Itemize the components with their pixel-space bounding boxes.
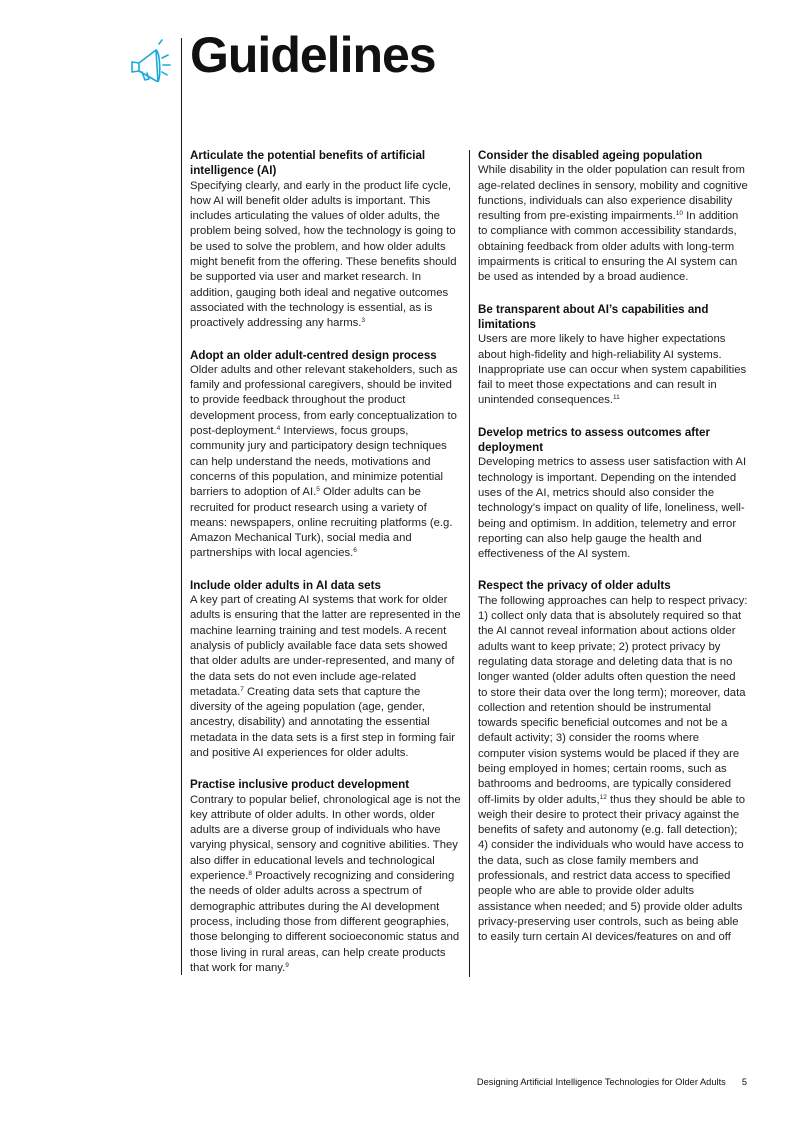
section-body: Developing metrics to assess user satisfaction with AI technology is important. Depending on the intended uses of the AI, metrics should also consider the technology’s impact on quality of life, loneliness, well-being and optimism. In addition, telemetry and error reporting can also help gauge the health and effectiveness of the AI system. bbox=[478, 456, 747, 561]
footnote-ref: 7 bbox=[240, 685, 244, 693]
page-title: Guidelines bbox=[190, 27, 436, 83]
section-heading: Be transparent about AI’s capabilities and limitations bbox=[478, 302, 709, 331]
section-heading: Include older adults in AI data sets bbox=[190, 578, 381, 592]
footnote-ref: 6 bbox=[353, 547, 357, 555]
footnote-ref: 4 bbox=[276, 425, 281, 433]
right-column bbox=[478, 148, 748, 962]
section-body: Specifying clearly, and early in the product life cycle, how AI will benefit older adults is important. This includes articulating the values of older adults, the problem being solved, how the technology is going to be used to solve the problem, and how older adults might benefit from the offering. These benefits should be supported via user and market research. In addition, gauging both ideal and negative outcomes associated with the technology is essential, as is proactively addressing any harms.$^3$ bbox=[190, 179, 457, 330]
footer-doc-title: Designing Artificial Intelligence Technologies for Older Adults bbox=[476, 1077, 726, 1087]
page-number: 5 bbox=[741, 1077, 747, 1087]
footnote-ref: 9 bbox=[285, 961, 289, 969]
section-disabled-ageing bbox=[478, 148, 748, 286]
section-heading: Consider the disabled ageing population bbox=[478, 149, 703, 162]
section-body: Older adults and other relevant stakeholders, such as family and professional caregivers, should be invited to provide feedback throughout the product development process, from early conceptualization to post-deployment.$^4$ Interviews, focus groups, community jury and participatory design techniques can help understand the needs, motivations and concerns of this population, and minimize potential barriers to adoption of AI.$^5$ Older adults can be recruited for product research using a variety of means: newspapers, online recruiting platforms (e.g. Amazon Mechanical Turk), social media and partnerships with local agencies.$^6$ bbox=[190, 363, 458, 560]
section-body: Contrary to popular belief, chronological age is not the key attribute of older adults. In other words, older adults are a diverse group of individuals who have varying physical, sensory and cognitive abilities. They also differ in educational levels and technological experience.$^8$ Proactively recognizing and considering the needs of older adults across a spectrum of demographic attributes during the AI development process, including those from different geographies, those belonging to different socioeconomic status and those living in rural areas, can help create products that work for many.$^9$ bbox=[190, 793, 461, 974]
footnote-ref: 11 bbox=[613, 394, 620, 402]
section-heading: Adopt an older adult-centred design process bbox=[190, 348, 437, 362]
section-body: A key part of creating AI systems that work for older adults is ensuring that the latter are represented in the machine learning training and test models. A recent analysis of publicly available face data sets showed that older adults are under-represented, and many of the data sets do not even include age-related metadata.$^7$ Creating data sets that capture the diversity of the ageing population (age, gender, ancestry, disability) and annotating the essential metadata in the data sets is a first step in forming fair and positive AI experiences for older adults. bbox=[190, 594, 461, 759]
left-column bbox=[190, 148, 462, 992]
page-footer bbox=[477, 1077, 747, 1087]
footnote-ref: 3 bbox=[361, 317, 366, 325]
section-privacy bbox=[478, 578, 748, 945]
footnote-ref: 12 bbox=[599, 793, 607, 801]
title-divider-line bbox=[181, 38, 182, 975]
section-metrics bbox=[478, 425, 748, 563]
section-heading: Respect the privacy of older adults bbox=[478, 579, 671, 593]
section-heading: Articulate the potential benefits of artificial intelligence (AI) bbox=[190, 149, 426, 178]
footnote-ref: 10 bbox=[675, 210, 683, 218]
megaphone-icon bbox=[126, 38, 172, 82]
section-transparency bbox=[478, 302, 748, 409]
section-heading: Develop metrics to assess outcomes after deployment bbox=[478, 425, 710, 455]
section-body: The following approaches can help to respect privacy: 1) collect only data that is absolutely required so that the AI cannot reveal information about actions older adults want to keep private; 2) protect privacy by regulating data storage and deleting data that is no longer wanted (older adults often question the need to store their data over the long term); moreover, data collection and retention should be instrumental towards specific beneficial outcomes and not be a default activity; 3) consider the rooms where computer vision systems would be placed if they are being employed in homes; certain rooms, such as bathrooms and bedrooms, are typically considered off-limits by older adults,$^{12}$ thus they should be able to weigh their desire to protect their privacy against the benefits of safety and autonomy (e.g. fall detection); 4) consider the individuals who would have access to the data, such as close family members and professionals, and restrict data access to specified people who are able to provide older adults assistance when needed; and 5) provide older adults privacy-preserving user controls, such as being able to easily turn certain AI devices/features on and off bbox=[478, 594, 748, 944]
column-divider-line bbox=[469, 150, 470, 977]
section-body: Users are more likely to have higher expectations about high-fidelity and high-reliability AI systems. Inappropriate use can occur when system capabilities fail to meet those expectations and can result in unintended consequences.$^{11}$ bbox=[478, 333, 747, 407]
section-body: While disability in the older population can result from age-related declines in sensory, mobility and cognitive functions, individuals can also experience disability resulting from pre-existing impairments.$^{10}$ In addition to compliance with common accessibility standards, obtaining feedback from older adults with long-term impairments is critical to ensuring the AI system can be used as intended by a broad audience. bbox=[478, 164, 748, 284]
footnote-ref: 8 bbox=[248, 870, 253, 878]
section-benefits bbox=[190, 148, 462, 332]
section-data-sets bbox=[190, 578, 462, 762]
section-heading: Practise inclusive product development bbox=[190, 778, 410, 792]
section-design-process bbox=[190, 348, 462, 562]
section-inclusive-development bbox=[190, 777, 462, 976]
footnote-ref: 5 bbox=[316, 486, 320, 494]
